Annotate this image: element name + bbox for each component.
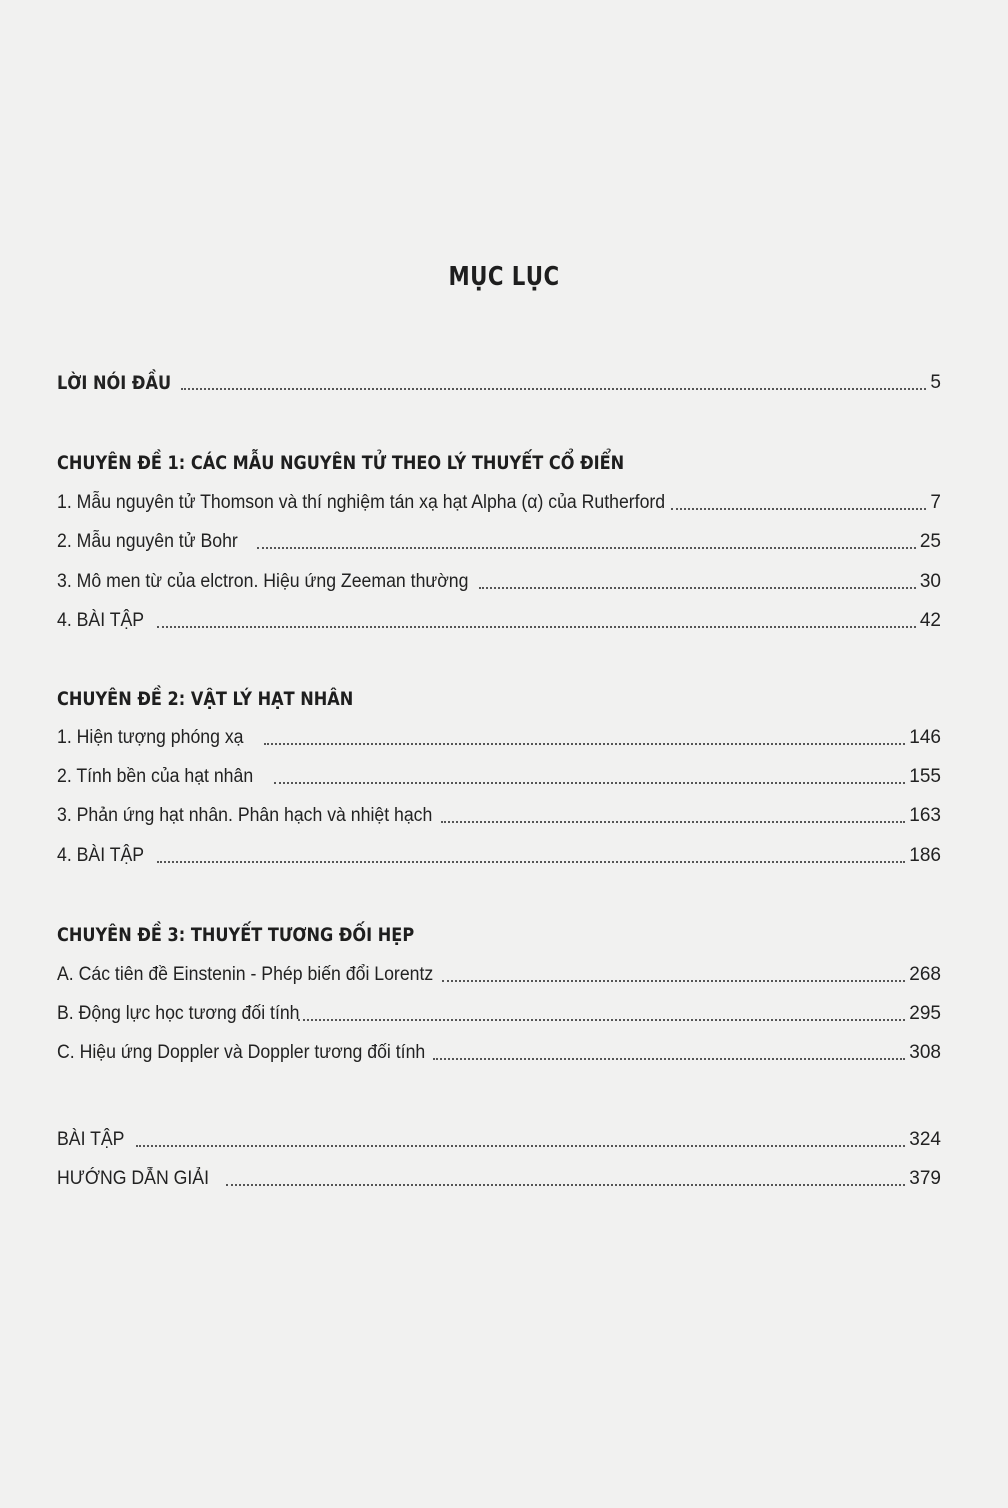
dot-leader	[226, 1183, 905, 1186]
toc-entry-page: 7	[930, 492, 941, 513]
dot-leader	[433, 1057, 905, 1060]
toc-entry[interactable]	[57, 524, 941, 554]
toc-entry-page: 42	[919, 610, 941, 631]
toc-entry-page: 324	[909, 1129, 941, 1150]
toc-entry-page: 155	[909, 766, 941, 787]
toc-entry-label: 4. BÀI TẬP	[57, 610, 145, 631]
toc-entry-label: 3. Mô men từ của elctron. Hiệu ứng Zeeman thường	[57, 571, 469, 592]
toc-entry-page: 308	[909, 1042, 941, 1063]
toc-entry[interactable]	[57, 996, 941, 1026]
dot-leader	[257, 546, 915, 549]
toc-entry-label: 2. Mẫu nguyên tử Bohr	[57, 531, 238, 552]
toc-entry-label: 3. Phản ứng hạt nhân. Phân hạch và nhiệt hạch	[57, 805, 433, 826]
toc-entry-page: 30	[919, 571, 941, 592]
toc-entry[interactable]	[57, 759, 941, 789]
dot-leader	[181, 387, 926, 390]
toc-entry[interactable]	[57, 720, 941, 750]
toc-entry[interactable]	[57, 485, 941, 515]
toc-entry-label: LỜI NÓI ĐẦU	[57, 372, 172, 394]
toc-entry-page: 379	[909, 1168, 941, 1189]
dot-leader	[298, 1018, 906, 1021]
dot-leader	[479, 586, 915, 589]
toc-entry[interactable]	[57, 564, 941, 594]
chapter-heading-3: CHUYÊN ĐỀ 3: THUYẾT TƯƠNG ĐỐI HẸP	[57, 924, 415, 946]
dot-leader	[157, 860, 906, 863]
chapter-heading-1: CHUYÊN ĐỀ 1: CÁC MẪU NGUYÊN TỬ THEO LÝ THUYẾT CỔ ĐIỂN	[57, 452, 625, 474]
toc-entry[interactable]	[57, 1035, 941, 1065]
toc-entry[interactable]	[57, 838, 941, 868]
chapter-heading-2: CHUYÊN ĐỀ 2: VẬT LÝ HẠT NHÂN	[57, 688, 354, 710]
dot-leader	[136, 1144, 906, 1147]
toc-entry-page: 163	[909, 805, 941, 826]
toc-entry-label: BÀI TẬP	[57, 1129, 125, 1150]
toc-entry[interactable]	[57, 957, 941, 987]
toc-entry-label: HƯỚNG DẪN GIẢI	[57, 1168, 209, 1189]
toc-entry-label: 1. Mẫu nguyên tử Thomson và thí nghiệm tán xạ hạt Alpha (α) của Rutherford	[57, 492, 666, 513]
dot-leader	[671, 507, 927, 510]
toc-entry-page: 5	[930, 372, 941, 393]
toc-entry-exercises[interactable]	[57, 1122, 941, 1152]
dot-leader	[442, 979, 906, 982]
toc-entry-label: C. Hiệu ứng Doppler và Doppler tương đối tính	[57, 1042, 426, 1063]
toc-entry-label: 1. Hiện tượng phóng xạ	[57, 727, 244, 748]
toc-entry-page: 186	[909, 845, 941, 866]
toc-entry-label: 2. Tính bền của hạt nhân	[57, 766, 254, 787]
toc-entry-preface[interactable]	[57, 365, 941, 395]
toc-entry-label: A. Các tiên đề Einstenin - Phép biến đổi Lorentz	[57, 964, 434, 985]
toc-entry-page: 268	[909, 964, 941, 985]
toc-entry-label: 4. BÀI TẬP	[57, 845, 145, 866]
dot-leader	[441, 820, 906, 823]
page-title: MỤC LỤC	[448, 262, 560, 292]
dot-leader	[264, 742, 906, 745]
toc-entry-page: 146	[909, 727, 941, 748]
dot-leader	[157, 625, 916, 628]
toc-entry[interactable]	[57, 603, 941, 633]
toc-entry-label: B. Động lực học tương đối tính	[57, 1003, 300, 1024]
toc-entry-solutions[interactable]	[57, 1161, 941, 1191]
toc-entry-page: 25	[919, 531, 941, 552]
toc-entry[interactable]	[57, 798, 941, 828]
toc-entry-page: 295	[909, 1003, 941, 1024]
dot-leader	[274, 781, 905, 784]
